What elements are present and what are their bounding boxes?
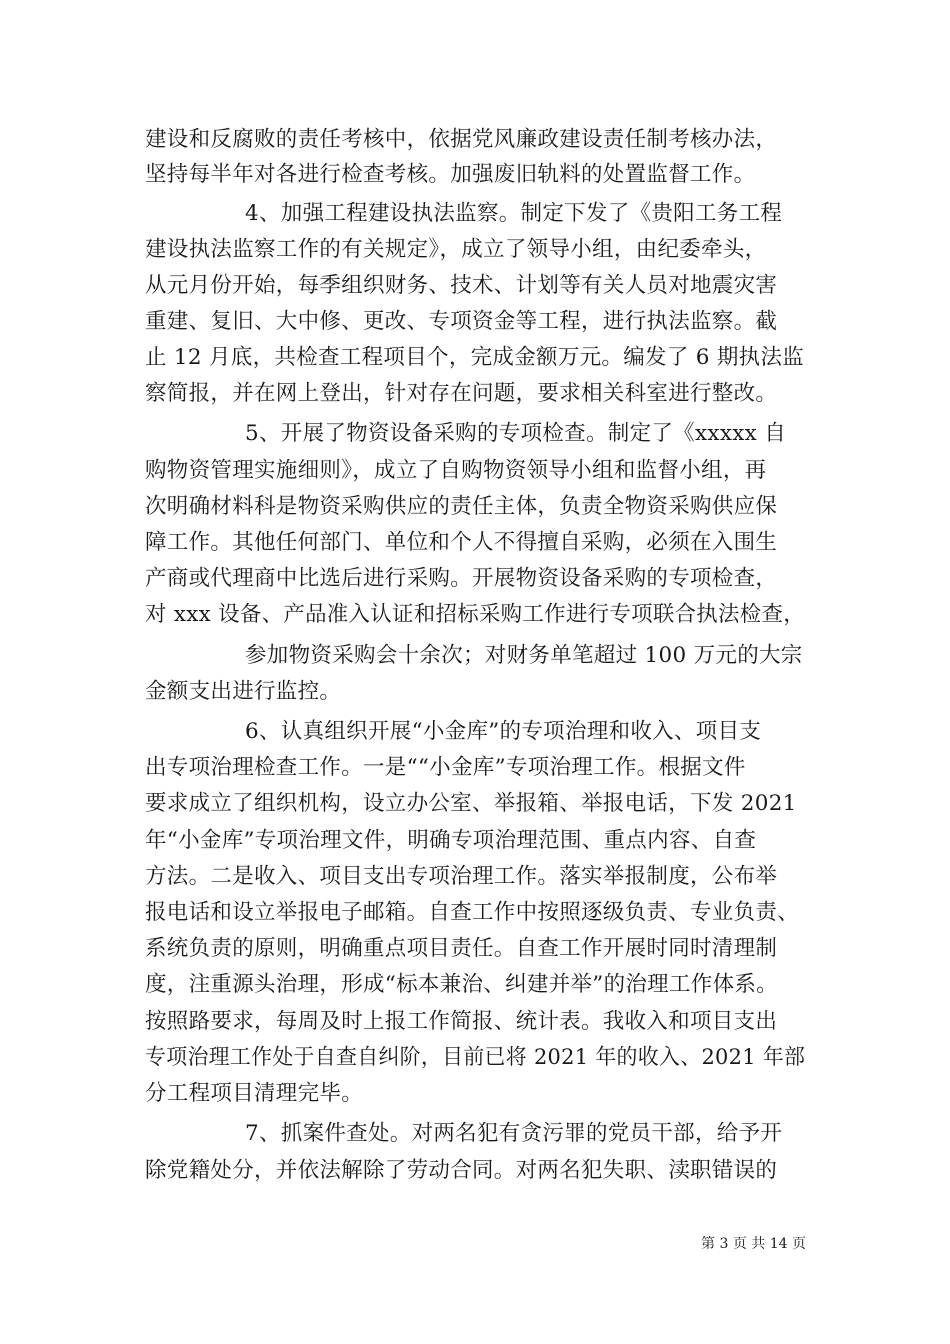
paragraph-5-start: 5、开展了物资设备采购的专项检查。制定了《xxxxx 自 (245, 421, 787, 446)
text-line: 要求成立了组织机构，设立办公室、举报箱、举报电话，下发 2021 (145, 791, 797, 816)
text-line: 度，注重源头治理，形成“标本兼治、纠建并举”的治理工作体系。 (145, 972, 778, 997)
text-line: 次明确材料科是物资采购供应的责任主体，负责全物资采购供应保 (145, 494, 778, 519)
text-line: 系统负责的原则，明确重点项目责任。自查工作开展时同时清理制 (145, 936, 778, 961)
text-line: 对 xxx 设备、产品准入认证和招标采购工作进行专项联合执法检查， (145, 602, 805, 627)
text-line: 建设和反腐败的责任考核中，依据党风廉政建设责任制考核办法， (145, 127, 778, 152)
paragraph-6-start: 6、认真组织开展“小金库”的专项治理和收入、项目支 (245, 719, 762, 744)
text-line: 止 12 月底，共检查工程项目个，完成金额万元。编发了 6 期执法监 (145, 345, 805, 370)
text-line: 专项治理工作处于自查自纠阶，目前已将 2021 年的收入、2021 年部 (145, 1045, 806, 1070)
text-line: 方法。二是收入、项目支出专项治理工作。落实举报制度，公布举 (145, 864, 778, 889)
text-line: 购物资管理实施细则》，成立了自购物资领导小组和监督小组，再 (145, 458, 767, 483)
text-line: 察简报，并在网上登出，针对存在问题，要求相关科室进行整改。 (145, 381, 778, 406)
page-number: 第 3 页 共 14 页 (701, 1236, 806, 1252)
text-line: 报电话和设立举报电子邮箱。自查工作中按照逐级负责、专业负责、 (145, 900, 800, 925)
text-line: 坚持每半年对各进行检查考核。加强废旧轨料的处置监督工作。 (145, 162, 756, 187)
paragraph-7-start: 7、抓案件查处。对两名犯有贪污罪的党员干部，给予开 (245, 1121, 783, 1146)
text-line: 按照路要求，每周及时上报工作简报、统计表。我收入和项目支出 (145, 1009, 778, 1034)
text-line: 重建、复旧、大中修、更改、专项资金等工程，进行执法监察。截 (145, 309, 778, 334)
text-line: 建设执法监察工作的有关规定》，成立了领导小组，由纪委牵头， (145, 237, 767, 262)
text-line: 障工作。其他任何部门、单位和个人不得擅自采购，必须在入围生 (145, 530, 778, 555)
text-line: 除党籍处分，并依法解除了劳动合同。对两名犯失职、渎职错误的 (145, 1158, 778, 1183)
paragraph-4-start: 4、加强工程建设执法监察。制定下发了《贵阳工务工程 (245, 201, 783, 226)
text-line: 年“小金库”专项治理文件，明确专项治理范围、重点内容、自查 (145, 828, 757, 853)
text-line: 从元月份开始，每季组织财务、技术、计划等有关人员对地震灾害 (145, 273, 778, 298)
text-line-indented: 参加物资采购会十余次；对财务单笔超过 100 万元的大宗 (245, 643, 803, 668)
text-line: 金额支出进行监控。 (145, 679, 342, 704)
text-line: 出专项治理检查工作。一是““小金库”专项治理工作。根据文件 (145, 755, 746, 780)
text-line: 产商或代理商中比选后进行采购。开展物资设备采购的专项检查， (145, 566, 778, 591)
text-line: 分工程项目清理完毕。 (145, 1081, 364, 1106)
